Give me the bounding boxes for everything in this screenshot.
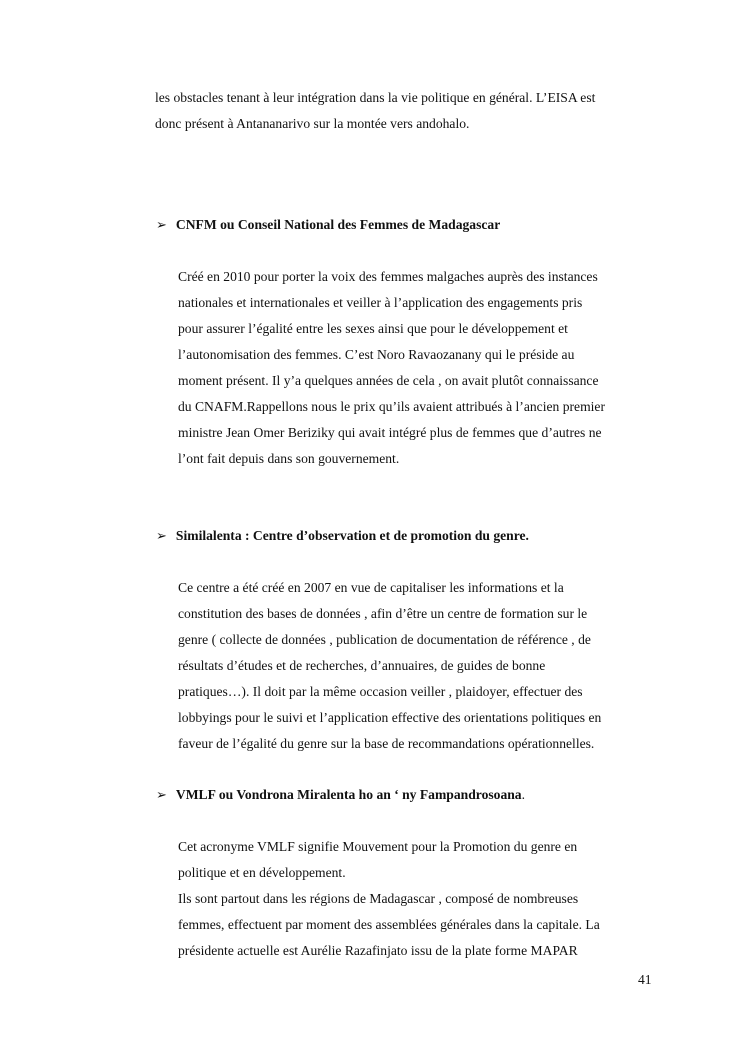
intro-line: les obstacles tenant à leur intégration dans la vie politique en général. L’EISA est [155,90,596,105]
arrow-bullet-icon: ➢ [156,217,167,232]
paragraph-line: constitution des bases de données , afin d’être un centre de formation sur le [178,606,588,621]
section-heading-text: CNFM ou Conseil National des Femmes de Madagascar [175,217,501,232]
page-number: 41 [638,972,652,987]
section-heading-tail: . [521,787,526,802]
paragraph-line: Ce centre a été créé en 2007 en vue de capitaliser les informations et la [178,580,564,595]
arrow-bullet-icon: ➢ [156,787,167,802]
section-heading [156,787,525,803]
section-heading-text: Similalenta : Centre d’observation et de promotion du genre. [175,528,529,543]
paragraph-line: Créé en 2010 pour porter la voix des femmes malgaches auprès des instances [178,269,598,284]
paragraph-line: l’autonomisation des femmes. C’est Noro Ravaozanany qui le préside au [178,347,575,362]
section-heading [156,217,500,233]
paragraph-line: pratiques…). Il doit par la même occasion veiller , plaidoyer, effectuer des [178,684,583,699]
paragraph-line: l’ont fait depuis dans son gouvernement. [178,451,400,466]
section-heading-text: VMLF ou Vondrona Miralenta ho an ‘ ny Fampandrosoana [175,787,522,802]
paragraph-line: lobbyings pour le suivi et l’application effective des orientations politiques en [178,710,602,725]
paragraph-line: Cet acronyme VMLF signifie Mouvement pour la Promotion du genre en [178,839,578,854]
section-heading [156,528,529,544]
paragraph-line: résultats d’études et de recherches, d’annuaires, de guides de bonne [178,658,546,673]
paragraph-line: moment présent. Il y’a quelques années de cela , on avait plutôt connaissance [178,373,599,388]
paragraph-line: genre ( collecte de données , publication de documentation de référence , de [178,632,591,647]
intro-line: donc présent à Antananarivo sur la montée vers andohalo. [155,116,470,131]
paragraph-line: pour assurer l’égalité entre les sexes ainsi que pour le développement et [178,321,568,336]
paragraph-line: présidente actuelle est Aurélie Razafinjato issu de la plate forme MAPAR [178,943,578,958]
arrow-bullet-icon: ➢ [156,528,167,543]
paragraph-line: femmes, effectuent par moment des assemblées générales dans la capitale. La [178,917,600,932]
paragraph-line: nationales et internationales et veiller à l’application des engagements pris [178,295,583,310]
paragraph-line: du CNAFM.Rappellons nous le prix qu’ils avaient attribués à l’ancien premier [178,399,605,414]
paragraph-line: politique et en développement. [178,865,346,880]
paragraph-line: faveur de l’égalité du genre sur la base de recommandations opérationnelles. [178,736,595,751]
paragraph-line: Ils sont partout dans les régions de Madagascar , composé de nombreuses [178,891,579,906]
paragraph-line: ministre Jean Omer Beriziky qui avait intégré plus de femmes que d’autres ne [178,425,602,440]
